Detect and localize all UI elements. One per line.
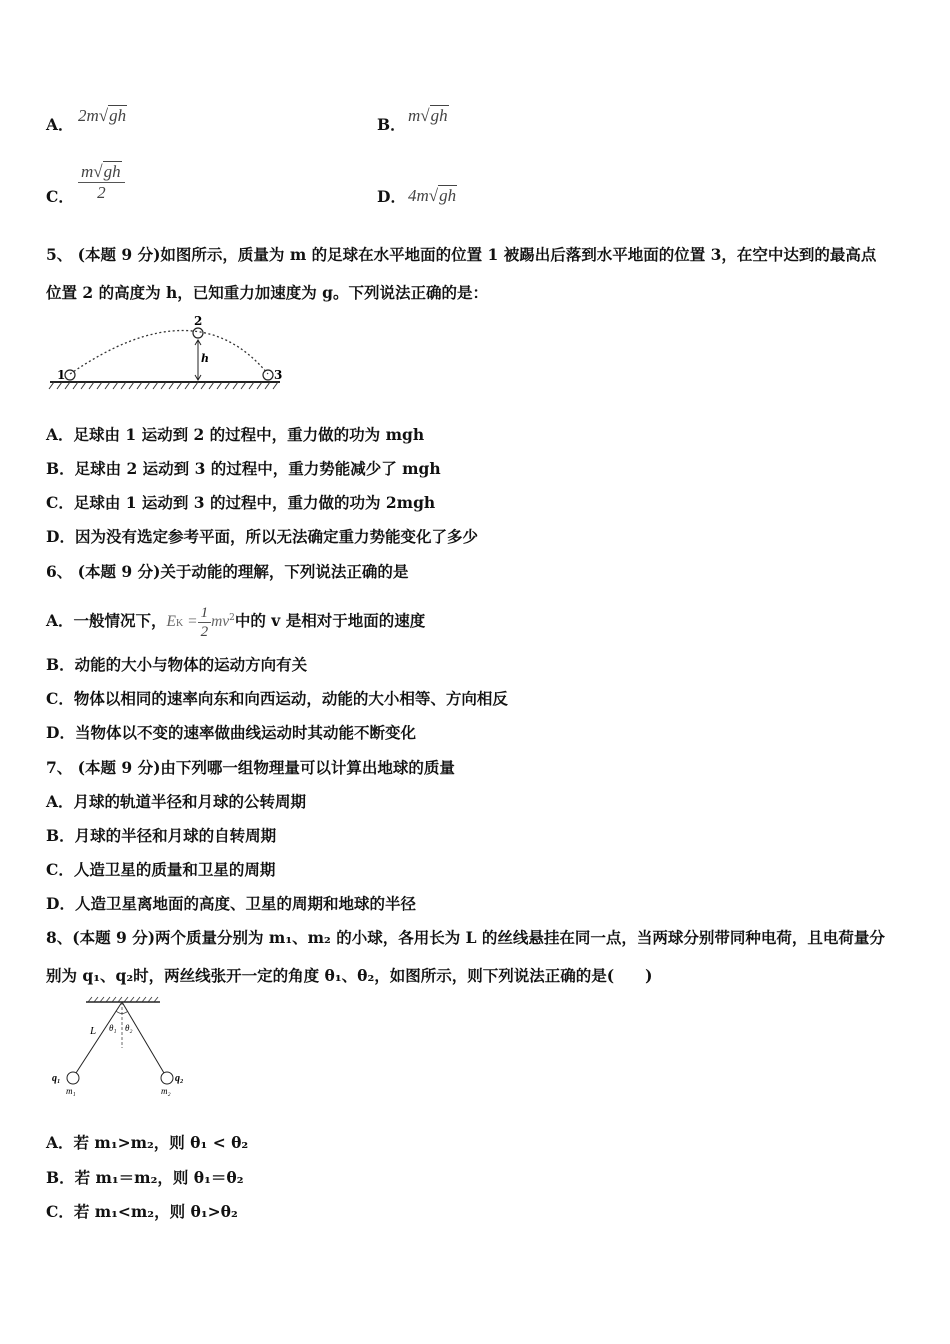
q8-option-a: A．若 m₁>m₂，则 θ₁ < θ₂ <box>46 1133 249 1152</box>
q6-option-d: D．当物体以不变的速率做曲线运动时其动能不断变化 <box>46 723 416 742</box>
q4-option-a-expr: 2m√gh <box>78 106 127 125</box>
q6-option-b: B．动能的大小与物体的运动方向有关 <box>46 655 308 674</box>
q5-fig-label-1: 1 <box>57 368 66 382</box>
q8-fig-label-L: L <box>90 1025 97 1037</box>
q4-option-c-label: C． <box>46 187 74 206</box>
q5-stem-line2: 位置 2 的高度为 h，已知重力加速度为 g。下列说法正确的是： <box>46 283 488 302</box>
q8-fig-label-m1: m₁ <box>66 1086 76 1096</box>
q8-option-b: B．若 m₁＝m₂，则 θ₁＝θ₂ <box>46 1168 244 1187</box>
q5-fig-label-3: 3 <box>274 368 283 382</box>
q6-option-a: A．一般情况下，EK = $\frac{1}{2}$ $mv^2$中的 v 是相对于地面的速度 <box>46 604 426 640</box>
q8-fig-label-q1: q₁ <box>52 1073 61 1084</box>
q8-fig-label-theta2: θ₂ <box>125 1023 133 1033</box>
q7-stem: 7、 (本题 9 分)由下列哪一组物理量可以计算出地球的质量 <box>46 758 455 777</box>
q7-option-d: D．人造卫星离地面的高度、卫星的周期和地球的半径 <box>46 894 416 913</box>
q5-option-d: D．因为没有选定参考平面，所以无法确定重力势能变化了多少 <box>46 527 478 546</box>
q6-option-c: C．物体以相同的速率向东和向西运动，动能的大小相等、方向相反 <box>46 689 508 708</box>
q4-option-d-expr: 4m√gh <box>408 186 457 205</box>
q8-fig-label-q2: q₂ <box>175 1073 184 1084</box>
q5-fig-label-2: 2 <box>194 314 203 328</box>
q5-option-b: B．足球由 2 运动到 3 的过程中，重力势能减少了 mgh <box>46 459 441 478</box>
q4-option-c-expr: $\frac{m√gh}{2}$ <box>78 162 125 203</box>
q8-stem-line1: 8、(本题 9 分)两个质量分别为 m₁、m₂ 的小球，各用长为 L 的丝线悬挂在同一点，当两球分别带同种电荷，且电荷量分 <box>46 928 885 947</box>
q4-option-a-label: A． <box>46 115 74 134</box>
q8-option-c: C．若 m₁<m₂，则 θ₁>θ₂ <box>46 1202 238 1221</box>
q5-stem-line1: 5、 (本题 9 分)如图所示，质量为 m 的足球在水平地面的位置 1 被踢出后落到水平地面的位置 3，在空中达到的最高点 <box>46 245 877 264</box>
q8-fig-label-m2: m₂ <box>161 1086 171 1096</box>
q4-option-d-label: D． <box>377 187 406 206</box>
q4-option-b-expr: m√gh <box>408 106 448 125</box>
q4-option-b-label: B． <box>377 115 406 134</box>
q7-option-b: B．月球的半径和月球的自转周期 <box>46 826 277 845</box>
q8-pendulum-figure <box>50 996 200 1100</box>
q8-stem-line2: 别为 q₁、q₂时，两丝线张开一定的角度 θ₁、θ₂，如图所示，则下列说法正确的是( ) <box>46 966 653 985</box>
q5-trajectory-figure <box>46 312 286 394</box>
q8-fig-label-theta1: θ₁ <box>109 1023 117 1033</box>
q5-fig-label-h: h <box>201 352 209 365</box>
q7-option-c: C．人造卫星的质量和卫星的周期 <box>46 860 276 879</box>
q5-option-c: C．足球由 1 运动到 3 的过程中，重力做的功为 2mgh <box>46 493 436 512</box>
q7-option-a: A．月球的轨道半径和月球的公转周期 <box>46 792 307 811</box>
q5-option-a: A．足球由 1 运动到 2 的过程中，重力做的功为 mgh <box>46 425 425 444</box>
q6-stem: 6、 (本题 9 分)关于动能的理解，下列说法正确的是 <box>46 562 409 581</box>
